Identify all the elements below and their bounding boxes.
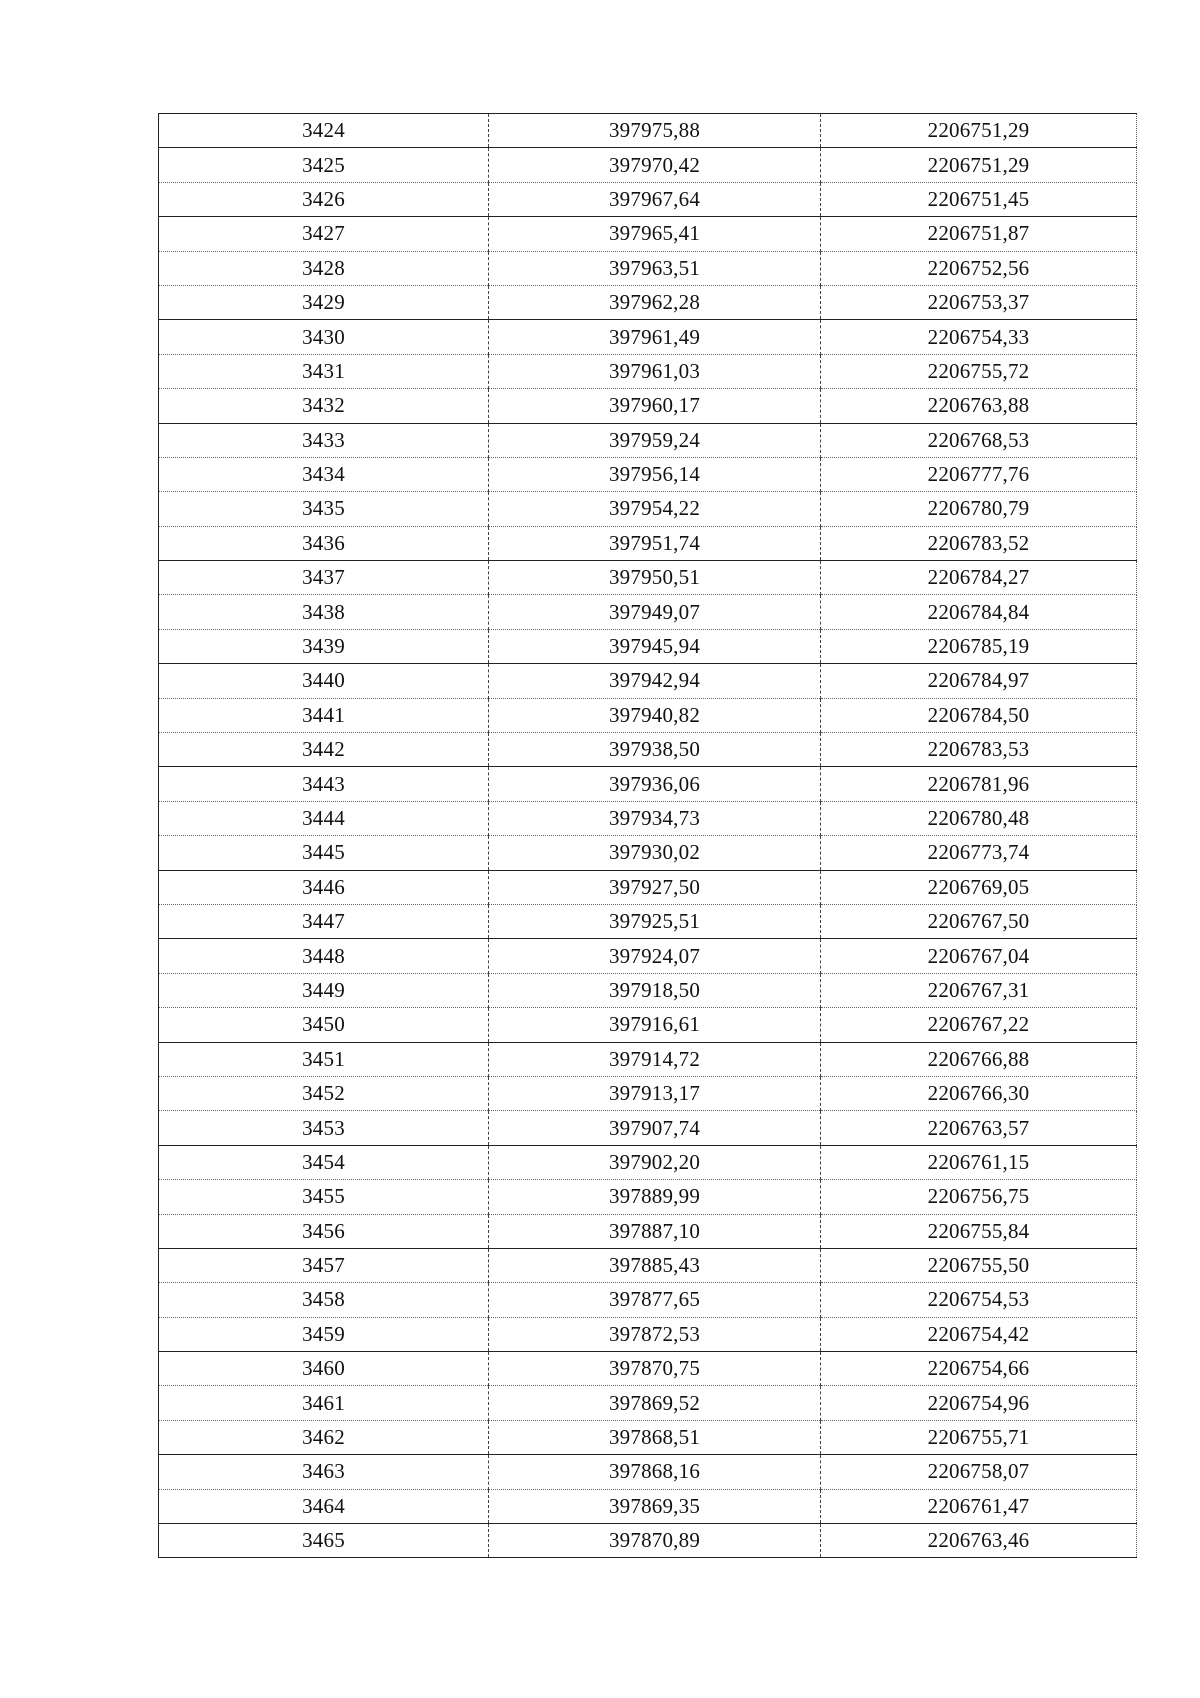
y-coordinate-cell: 2206768,53	[821, 423, 1137, 457]
point-number-cell: 3446	[159, 870, 489, 904]
x-coordinate-cell: 397872,53	[489, 1317, 821, 1351]
y-coordinate-cell: 2206754,96	[821, 1386, 1137, 1420]
y-coordinate-cell: 2206755,50	[821, 1248, 1137, 1282]
x-coordinate-cell: 397870,89	[489, 1524, 821, 1558]
y-coordinate-cell: 2206767,22	[821, 1008, 1137, 1042]
x-coordinate-cell: 397916,61	[489, 1008, 821, 1042]
y-coordinate-cell: 2206769,05	[821, 870, 1137, 904]
x-coordinate-cell: 397965,41	[489, 217, 821, 251]
point-number-cell: 3458	[159, 1283, 489, 1317]
table-row	[159, 457, 1137, 491]
y-coordinate-cell: 2206761,47	[821, 1489, 1137, 1523]
point-number-cell: 3434	[159, 457, 489, 491]
y-coordinate-cell: 2206783,53	[821, 733, 1137, 767]
table-row	[159, 1180, 1137, 1214]
x-coordinate-cell: 397950,51	[489, 561, 821, 595]
x-coordinate-cell: 397934,73	[489, 801, 821, 835]
table-row	[159, 492, 1137, 526]
table-row	[159, 217, 1137, 251]
table-row	[159, 1455, 1137, 1489]
point-number-cell: 3432	[159, 389, 489, 423]
point-number-cell: 3447	[159, 904, 489, 938]
y-coordinate-cell: 2206755,71	[821, 1420, 1137, 1454]
x-coordinate-cell: 397869,52	[489, 1386, 821, 1420]
table-row	[159, 836, 1137, 870]
table-row	[159, 1420, 1137, 1454]
point-number-cell: 3455	[159, 1180, 489, 1214]
table-row	[159, 1386, 1137, 1420]
table-row	[159, 1076, 1137, 1110]
y-coordinate-cell: 2206766,30	[821, 1076, 1137, 1110]
y-coordinate-cell: 2206784,50	[821, 698, 1137, 732]
table-row	[159, 801, 1137, 835]
table-row	[159, 1524, 1137, 1558]
x-coordinate-cell: 397914,72	[489, 1042, 821, 1076]
y-coordinate-cell: 2206754,33	[821, 320, 1137, 354]
y-coordinate-cell: 2206751,29	[821, 114, 1137, 148]
table-row	[159, 629, 1137, 663]
y-coordinate-cell: 2206767,04	[821, 939, 1137, 973]
x-coordinate-cell: 397949,07	[489, 595, 821, 629]
point-number-cell: 3449	[159, 973, 489, 1007]
table-row	[159, 1145, 1137, 1179]
table-row	[159, 870, 1137, 904]
point-number-cell: 3428	[159, 251, 489, 285]
x-coordinate-cell: 397918,50	[489, 973, 821, 1007]
y-coordinate-cell: 2206785,19	[821, 629, 1137, 663]
y-coordinate-cell: 2206755,84	[821, 1214, 1137, 1248]
x-coordinate-cell: 397970,42	[489, 148, 821, 182]
y-coordinate-cell: 2206766,88	[821, 1042, 1137, 1076]
x-coordinate-cell: 397913,17	[489, 1076, 821, 1110]
table-row	[159, 1352, 1137, 1386]
table-row	[159, 1214, 1137, 1248]
table-row	[159, 698, 1137, 732]
x-coordinate-cell: 397927,50	[489, 870, 821, 904]
x-coordinate-cell: 397967,64	[489, 182, 821, 216]
x-coordinate-cell: 397889,99	[489, 1180, 821, 1214]
table-row	[159, 767, 1137, 801]
point-number-cell: 3454	[159, 1145, 489, 1179]
point-number-cell: 3438	[159, 595, 489, 629]
point-number-cell: 3459	[159, 1317, 489, 1351]
y-coordinate-cell: 2206751,45	[821, 182, 1137, 216]
x-coordinate-cell: 397956,14	[489, 457, 821, 491]
point-number-cell: 3441	[159, 698, 489, 732]
table-row	[159, 973, 1137, 1007]
table-row	[159, 1008, 1137, 1042]
table-row	[159, 423, 1137, 457]
x-coordinate-cell: 397868,16	[489, 1455, 821, 1489]
table-row	[159, 1248, 1137, 1282]
x-coordinate-cell: 397962,28	[489, 285, 821, 319]
point-number-cell: 3464	[159, 1489, 489, 1523]
x-coordinate-cell: 397907,74	[489, 1111, 821, 1145]
y-coordinate-cell: 2206784,27	[821, 561, 1137, 595]
y-coordinate-cell: 2206784,97	[821, 664, 1137, 698]
table-row	[159, 595, 1137, 629]
x-coordinate-cell: 397961,03	[489, 354, 821, 388]
y-coordinate-cell: 2206783,52	[821, 526, 1137, 560]
y-coordinate-cell: 2206752,56	[821, 251, 1137, 285]
table-row	[159, 114, 1137, 148]
y-coordinate-cell: 2206756,75	[821, 1180, 1137, 1214]
y-coordinate-cell: 2206753,37	[821, 285, 1137, 319]
table-row	[159, 1283, 1137, 1317]
table-row	[159, 1111, 1137, 1145]
point-number-cell: 3456	[159, 1214, 489, 1248]
point-number-cell: 3463	[159, 1455, 489, 1489]
point-number-cell: 3425	[159, 148, 489, 182]
y-coordinate-cell: 2206751,29	[821, 148, 1137, 182]
y-coordinate-cell: 2206754,42	[821, 1317, 1137, 1351]
point-number-cell: 3427	[159, 217, 489, 251]
table-row	[159, 1317, 1137, 1351]
point-number-cell: 3457	[159, 1248, 489, 1282]
table-row	[159, 1489, 1137, 1523]
x-coordinate-cell: 397963,51	[489, 251, 821, 285]
point-number-cell: 3429	[159, 285, 489, 319]
y-coordinate-cell: 2206755,72	[821, 354, 1137, 388]
x-coordinate-cell: 397887,10	[489, 1214, 821, 1248]
x-coordinate-cell: 397975,88	[489, 114, 821, 148]
table-row	[159, 251, 1137, 285]
point-number-cell: 3442	[159, 733, 489, 767]
x-coordinate-cell: 397902,20	[489, 1145, 821, 1179]
point-number-cell: 3436	[159, 526, 489, 560]
point-number-cell: 3452	[159, 1076, 489, 1110]
point-number-cell: 3424	[159, 114, 489, 148]
x-coordinate-cell: 397925,51	[489, 904, 821, 938]
y-coordinate-cell: 2206761,15	[821, 1145, 1137, 1179]
y-coordinate-cell: 2206773,74	[821, 836, 1137, 870]
x-coordinate-cell: 397930,02	[489, 836, 821, 870]
y-coordinate-cell: 2206781,96	[821, 767, 1137, 801]
point-number-cell: 3443	[159, 767, 489, 801]
y-coordinate-cell: 2206780,79	[821, 492, 1137, 526]
point-number-cell: 3426	[159, 182, 489, 216]
x-coordinate-cell: 397960,17	[489, 389, 821, 423]
x-coordinate-cell: 397942,94	[489, 664, 821, 698]
table-row	[159, 904, 1137, 938]
point-number-cell: 3431	[159, 354, 489, 388]
table-row	[159, 664, 1137, 698]
point-number-cell: 3465	[159, 1524, 489, 1558]
y-coordinate-cell: 2206767,31	[821, 973, 1137, 1007]
coordinates-table	[158, 113, 1137, 1558]
x-coordinate-cell: 397869,35	[489, 1489, 821, 1523]
x-coordinate-cell: 397945,94	[489, 629, 821, 663]
y-coordinate-cell: 2206763,46	[821, 1524, 1137, 1558]
y-coordinate-cell: 2206754,66	[821, 1352, 1137, 1386]
y-coordinate-cell: 2206767,50	[821, 904, 1137, 938]
x-coordinate-cell: 397877,65	[489, 1283, 821, 1317]
y-coordinate-cell: 2206763,57	[821, 1111, 1137, 1145]
table-row	[159, 320, 1137, 354]
x-coordinate-cell: 397936,06	[489, 767, 821, 801]
point-number-cell: 3462	[159, 1420, 489, 1454]
table-row	[159, 561, 1137, 595]
point-number-cell: 3435	[159, 492, 489, 526]
point-number-cell: 3453	[159, 1111, 489, 1145]
point-number-cell: 3451	[159, 1042, 489, 1076]
point-number-cell: 3437	[159, 561, 489, 595]
point-number-cell: 3444	[159, 801, 489, 835]
table-row	[159, 1042, 1137, 1076]
x-coordinate-cell: 397868,51	[489, 1420, 821, 1454]
table-row	[159, 285, 1137, 319]
table-row	[159, 182, 1137, 216]
y-coordinate-cell: 2206763,88	[821, 389, 1137, 423]
x-coordinate-cell: 397954,22	[489, 492, 821, 526]
point-number-cell: 3439	[159, 629, 489, 663]
x-coordinate-cell: 397885,43	[489, 1248, 821, 1282]
y-coordinate-cell: 2206754,53	[821, 1283, 1137, 1317]
x-coordinate-cell: 397938,50	[489, 733, 821, 767]
point-number-cell: 3450	[159, 1008, 489, 1042]
point-number-cell: 3430	[159, 320, 489, 354]
table-row	[159, 389, 1137, 423]
point-number-cell: 3448	[159, 939, 489, 973]
point-number-cell: 3433	[159, 423, 489, 457]
x-coordinate-cell: 397951,74	[489, 526, 821, 560]
x-coordinate-cell: 397924,07	[489, 939, 821, 973]
point-number-cell: 3440	[159, 664, 489, 698]
table-row	[159, 939, 1137, 973]
coordinates-table-body	[159, 114, 1137, 1558]
point-number-cell: 3460	[159, 1352, 489, 1386]
y-coordinate-cell: 2206758,07	[821, 1455, 1137, 1489]
point-number-cell: 3461	[159, 1386, 489, 1420]
y-coordinate-cell: 2206784,84	[821, 595, 1137, 629]
point-number-cell: 3445	[159, 836, 489, 870]
y-coordinate-cell: 2206751,87	[821, 217, 1137, 251]
y-coordinate-cell: 2206780,48	[821, 801, 1137, 835]
table-row	[159, 354, 1137, 388]
table-row	[159, 733, 1137, 767]
table-row	[159, 526, 1137, 560]
x-coordinate-cell: 397961,49	[489, 320, 821, 354]
x-coordinate-cell: 397940,82	[489, 698, 821, 732]
table-row	[159, 148, 1137, 182]
x-coordinate-cell: 397870,75	[489, 1352, 821, 1386]
x-coordinate-cell: 397959,24	[489, 423, 821, 457]
y-coordinate-cell: 2206777,76	[821, 457, 1137, 491]
